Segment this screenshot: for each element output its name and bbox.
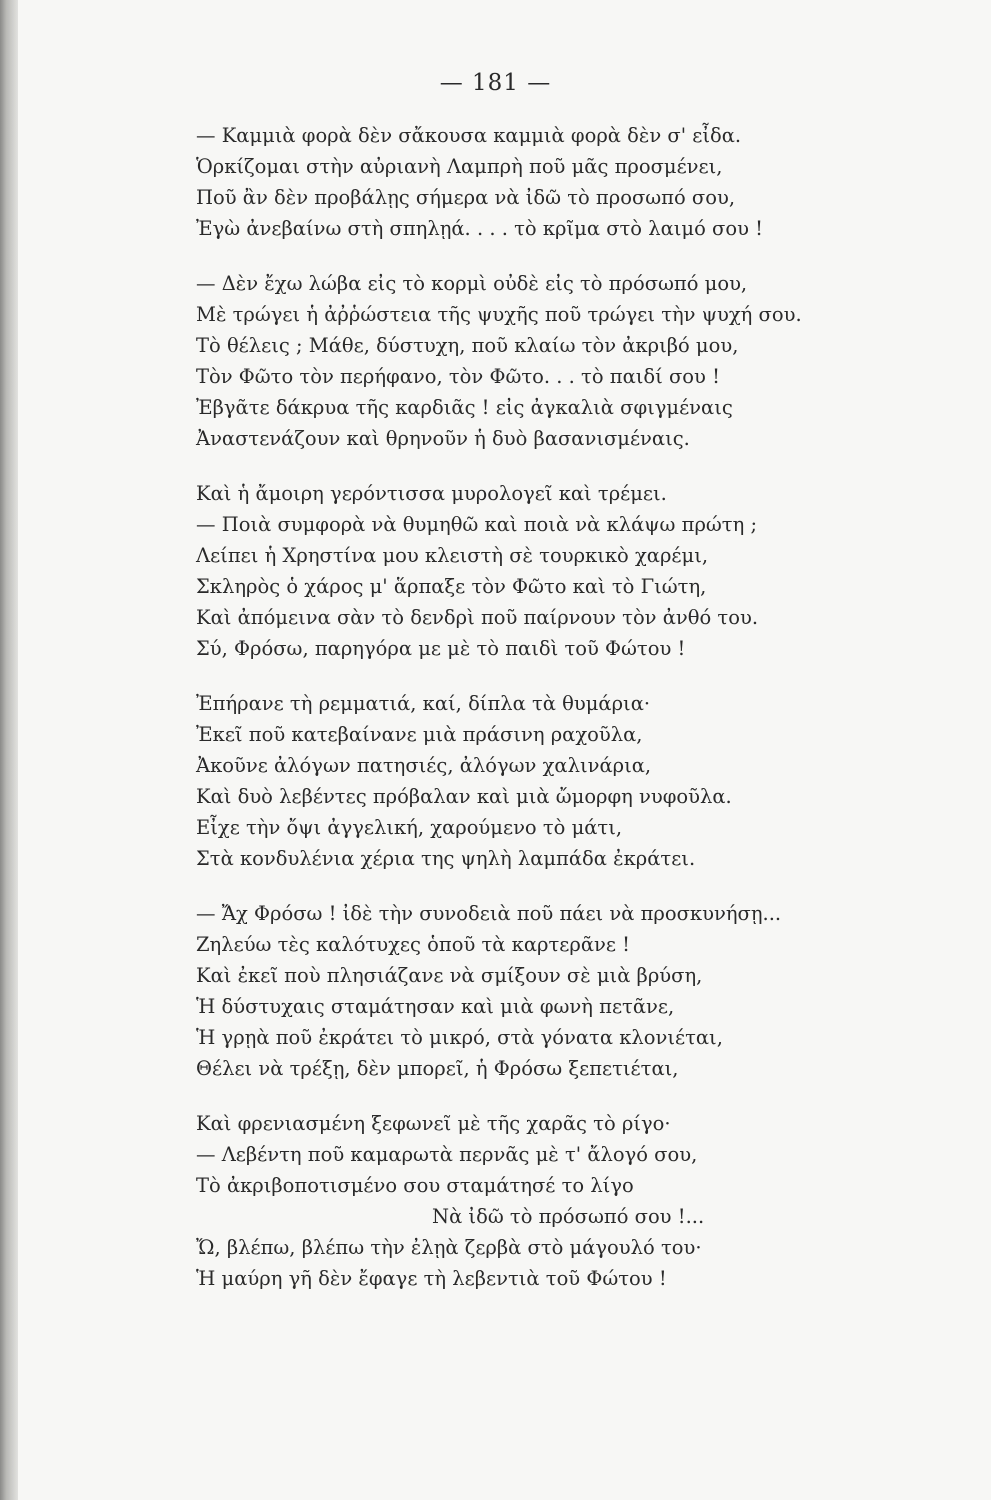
poem-line: Ὤ, βλέπω, βλέπω τὴν ἐλῃὰ ζερβὰ στὸ μάγουλό του· (196, 1236, 702, 1259)
poem-line: — Δὲν ἔχω λώβα εἰς τὸ κορμὶ οὐδὲ εἰς τὸ πρόσωπό μου, (196, 272, 748, 295)
stanza (196, 688, 856, 874)
poem-line: — Ποιὰ συμφορὰ νὰ θυμηθῶ καὶ ποιὰ νὰ κλάψω πρώτη ; (196, 513, 758, 536)
poem-line: Ποῦ ἂν δὲν προβάλῃς σήμερα νὰ ἰδῶ τὸ προσωπό σου, (196, 186, 736, 209)
poem-line: Θέλει νὰ τρέξῃ, δὲν μπορεῖ, ἡ Φρόσω ξεπετιέται, (196, 1057, 679, 1080)
poem-line: Τὸ θέλεις ; Μάθε, δύστυχη, ποῦ κλαίω τὸν ἀκριβό μου, (196, 334, 739, 357)
poem-line: Ἀναστενάζουν καὶ θρηνοῦν ἡ δυὸ βασανισμέναις. (196, 427, 690, 450)
poem-line: Ἐκεῖ ποῦ κατεβαίνανε μιὰ πράσινη ραχοῦλα, (196, 723, 643, 746)
poem-line: — Λεβέντη ποῦ καμαρωτὰ περνᾶς μὲ τ' ἄλογό σου, (196, 1143, 698, 1166)
stanza (196, 268, 856, 454)
poem-line: Ἐβγᾶτε δάκρυα τῆς καρδιᾶς ! εἰς ἀγκαλιὰ σφιγμέναις (196, 396, 733, 419)
poem-line: Καὶ φρενιασμένη ξεφωνεῖ μὲ τῆς χαρᾶς τὸ ρίγο· (196, 1112, 671, 1135)
poem-line: Καὶ ἀπόμεινα σὰν τὸ δενδρὶ ποῦ παίρνουν τὸν ἀνθό του. (196, 606, 759, 629)
stanza (196, 478, 856, 664)
poem-line: Καὶ δυὸ λεβέντες πρόβαλαν καὶ μιὰ ὤμορφη νυφοῦλα. (196, 785, 732, 808)
poem-line: Ζηλεύω τὲς καλότυχες ὁποῦ τὰ καρτερᾶνε ! (196, 933, 630, 956)
poem-line: Σκληρὸς ὁ χάρος μ' ἅρπαξε τὸν Φῶτο καὶ τὸ Γιώτη, (196, 575, 707, 598)
poem-line: Ἐπήρανε τὴ ρεμματιά, καί, δίπλα τὰ θυμάρια· (196, 692, 651, 715)
poem-line: Ἐγὼ ἀνεβαίνω στὴ σπηλῃά. . . . τὸ κρῖμα στὸ λαιμό σου ! (196, 217, 763, 240)
poem-line: Λείπει ἡ Χρηστίνα μου κλειστὴ σὲ τουρκικὸ χαρέμι, (196, 544, 709, 567)
stanza (196, 120, 856, 244)
poem-line: Ἡ γρῃὰ ποῦ ἐκράτει τὸ μικρό, στὰ γόνατα κλονιέται, (196, 1026, 723, 1049)
stanza (196, 1108, 856, 1294)
poem-line: — Ἄχ Φρόσω ! ἰδὲ τὴν συνοδειὰ ποῦ πάει νὰ προσκυνήσῃ... (196, 902, 782, 925)
poem-line: Ἡ μαύρη γῆ δὲν ἔφαγε τὴ λεβεντιὰ τοῦ Φώτου ! (196, 1267, 667, 1290)
poem-line: Τὸν Φῶτο τὸν περήφανο, τὸν Φῶτο. . . τὸ παιδί σου ! (196, 365, 720, 388)
stanza (196, 898, 856, 1084)
poem-line: Τὸ ἀκριβοποτισμένο σου σταμάτησέ το λίγο (196, 1174, 634, 1197)
poem-line: Ἡ δύστυχαις σταμάτησαν καὶ μιὰ φωνὴ πετᾶνε, (196, 995, 675, 1018)
poem-line: Καὶ ἐκεῖ ποὺ πλησιάζανε νὰ σμίξουν σὲ μιὰ βρύση, (196, 964, 703, 987)
poem-line: — Καμμιὰ φορὰ δὲν σἄκουσα καμμιὰ φορὰ δὲν σ' εἶδα. (196, 124, 742, 147)
poem-line: Μὲ τρώγει ἡ ἀῤῥώστεια τῆς ψυχῆς ποῦ τρώγει τὴν ψυχή σου. (196, 303, 802, 326)
poem-line: Σύ, Φρόσω, παρηγόρα με μὲ τὸ παιδὶ τοῦ Φώτου ! (196, 637, 686, 660)
poem-line: Εἶχε τὴν ὄψι ἀγγελική, χαρούμενο τὸ μάτι, (196, 816, 623, 839)
page-binding-edge (0, 0, 18, 1500)
poem-line: Καὶ ἡ ἄμοιρη γερόντισσα μυρολογεῖ καὶ τρέμει. (196, 482, 667, 505)
poem-line: Ὁρκίζομαι στὴν αὐριανὴ Λαμπρὴ ποῦ μᾶς προσμένει, (196, 155, 723, 178)
poem-line: Ἀκοῦνε ἀλόγων πατησιές, ἀλόγων χαλινάρια, (196, 754, 652, 777)
poem-line: Στὰ κονδυλένια χέρια της ψηλὴ λαμπάδα ἐκράτει. (196, 847, 696, 870)
poem-line: Νὰ ἰδῶ τὸ πρόσωπό σου !... (432, 1205, 705, 1228)
page-number: — 181 — (439, 70, 552, 96)
poem-body (196, 120, 856, 1318)
